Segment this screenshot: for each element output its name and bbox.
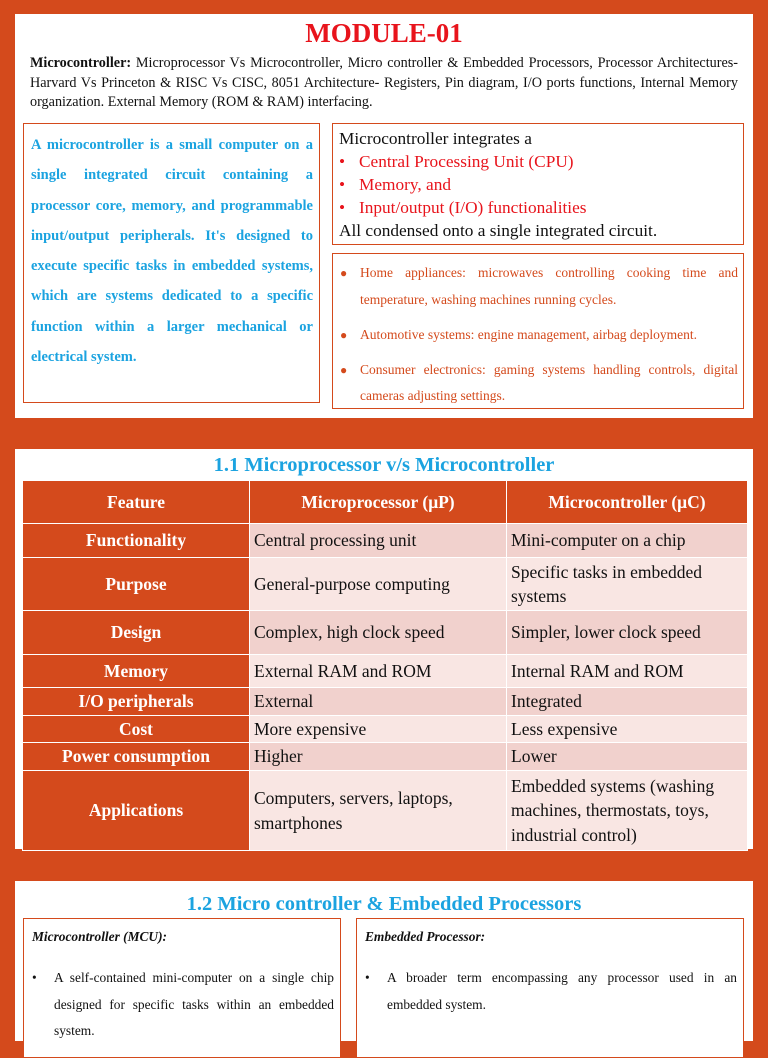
microcontroller-cell: Specific tasks in embedded systems bbox=[507, 558, 748, 611]
microcontroller-cell: Less expensive bbox=[507, 716, 748, 743]
feature-cell: Power consumption bbox=[23, 743, 250, 771]
comparison-card bbox=[15, 449, 753, 849]
embedded-processor-heading: Embedded Processor: bbox=[365, 929, 486, 944]
bullet-icon: ● bbox=[340, 362, 348, 377]
embedded-processor-box bbox=[356, 918, 744, 1058]
bullet-icon: • bbox=[32, 970, 37, 985]
integrates-tail: All condensed onto a single integrated circuit. bbox=[339, 221, 658, 240]
integrates-item: • Memory, and bbox=[339, 175, 451, 194]
integrates-item: • Central Processing Unit (CPU) bbox=[339, 152, 574, 171]
mcu-heading: Microcontroller (MCU): bbox=[32, 929, 168, 944]
bullet-icon: • bbox=[339, 198, 346, 217]
section-title: 1.1 Microprocessor v/s Microcontroller bbox=[213, 454, 555, 476]
applications-box bbox=[332, 253, 744, 409]
feature-cell: Design bbox=[23, 611, 250, 655]
table-row bbox=[23, 655, 748, 688]
microprocessor-cell: Higher bbox=[250, 743, 507, 771]
column-header: Microcontroller (μC) bbox=[507, 481, 748, 524]
table-row bbox=[23, 688, 748, 716]
embedded-processors-card bbox=[15, 881, 753, 1041]
microprocessor-cell: Complex, high clock speed bbox=[250, 611, 507, 655]
microcontroller-cell: Integrated bbox=[507, 688, 748, 716]
table-row bbox=[23, 524, 748, 558]
embedded-processor-list bbox=[365, 965, 737, 1018]
mcu-list bbox=[32, 965, 334, 1045]
application-item: ● Consumer electronics: gaming systems handling controls, digital cameras adjusting settings. bbox=[340, 357, 738, 410]
module-overview-card bbox=[15, 14, 753, 418]
integrates-item: • Input/output (I/O) functionalities bbox=[339, 198, 587, 217]
syllabus-label: Microcontroller: bbox=[30, 55, 132, 71]
table-row bbox=[23, 716, 748, 743]
bullet-icon: ● bbox=[340, 327, 348, 342]
feature-cell: Cost bbox=[23, 716, 250, 743]
feature-cell: Applications bbox=[23, 771, 250, 851]
table-row bbox=[23, 558, 748, 611]
application-item: ● Home appliances: microwaves controlling cooking time and temperature, washing machines running cycles. bbox=[340, 260, 738, 313]
list-item: • A broader term encompassing any processor used in an embedded system. bbox=[365, 965, 737, 1018]
table-row bbox=[23, 771, 748, 851]
microprocessor-cell: External bbox=[250, 688, 507, 716]
bullet-icon: • bbox=[365, 970, 370, 985]
microcontroller-cell: Lower bbox=[507, 743, 748, 771]
table-header-row bbox=[23, 481, 748, 524]
microprocessor-cell: Computers, servers, laptops, smartphones bbox=[250, 771, 507, 851]
microprocessor-cell: External RAM and ROM bbox=[250, 655, 507, 688]
definition-text: A microcontroller is a small computer on a single integrated circuit containing a processor core, memory, and programmable input/output peripherals. It's designed to execute specific tasks in embedded systems, which are systems dedicated to a specific function within a larger mechanical or electrical system. bbox=[31, 137, 313, 366]
microcontroller-cell: Embedded systems (washing machines, thermostats, toys, industrial control) bbox=[507, 771, 748, 851]
integrates-list bbox=[339, 150, 587, 219]
microprocessor-cell: General-purpose computing bbox=[250, 558, 507, 611]
microcontroller-cell: Mini-computer on a chip bbox=[507, 524, 748, 558]
application-item: ● Automotive systems: engine management, airbag deployment. bbox=[340, 322, 738, 349]
bullet-icon: ● bbox=[340, 266, 348, 280]
integrates-lead: Microcontroller integrates a bbox=[339, 129, 532, 148]
comparison-table bbox=[22, 480, 748, 851]
column-header: Feature bbox=[23, 481, 250, 524]
syllabus-text: Microprocessor Vs Microcontroller, Micro controller & Embedded Processors, Processor Architectures-Harvard Vs Princeton & RISC Vs CISC, 8051 Architecture- Registers, Pin diagram, I/O ports functions, Internal Memory organization. External Memory (ROM & RAM) interfacing. bbox=[30, 55, 738, 111]
integrates-box bbox=[332, 123, 744, 245]
section-title: 1.2 Micro controller & Embedded Processors bbox=[186, 893, 582, 915]
applications-list bbox=[340, 260, 738, 418]
bullet-icon: • bbox=[339, 175, 346, 194]
table-row bbox=[23, 611, 748, 655]
list-item: • A self-contained mini-computer on a single chip designed for specific tasks within an embedded system. bbox=[32, 965, 334, 1045]
feature-cell: Purpose bbox=[23, 558, 250, 611]
module-title: MODULE-01 bbox=[305, 18, 463, 48]
microprocessor-cell: More expensive bbox=[250, 716, 507, 743]
definition-box bbox=[23, 123, 320, 403]
microprocessor-cell: Central processing unit bbox=[250, 524, 507, 558]
microcontroller-cell: Internal RAM and ROM bbox=[507, 655, 748, 688]
microcontroller-cell: Simpler, lower clock speed bbox=[507, 611, 748, 655]
mcu-box bbox=[23, 918, 341, 1058]
bullet-icon: • bbox=[339, 152, 346, 171]
feature-cell: I/O peripherals bbox=[23, 688, 250, 716]
module-syllabus bbox=[30, 54, 738, 113]
feature-cell: Functionality bbox=[23, 524, 250, 558]
table-row bbox=[23, 743, 748, 771]
column-header: Microprocessor (μP) bbox=[250, 481, 507, 524]
feature-cell: Memory bbox=[23, 655, 250, 688]
